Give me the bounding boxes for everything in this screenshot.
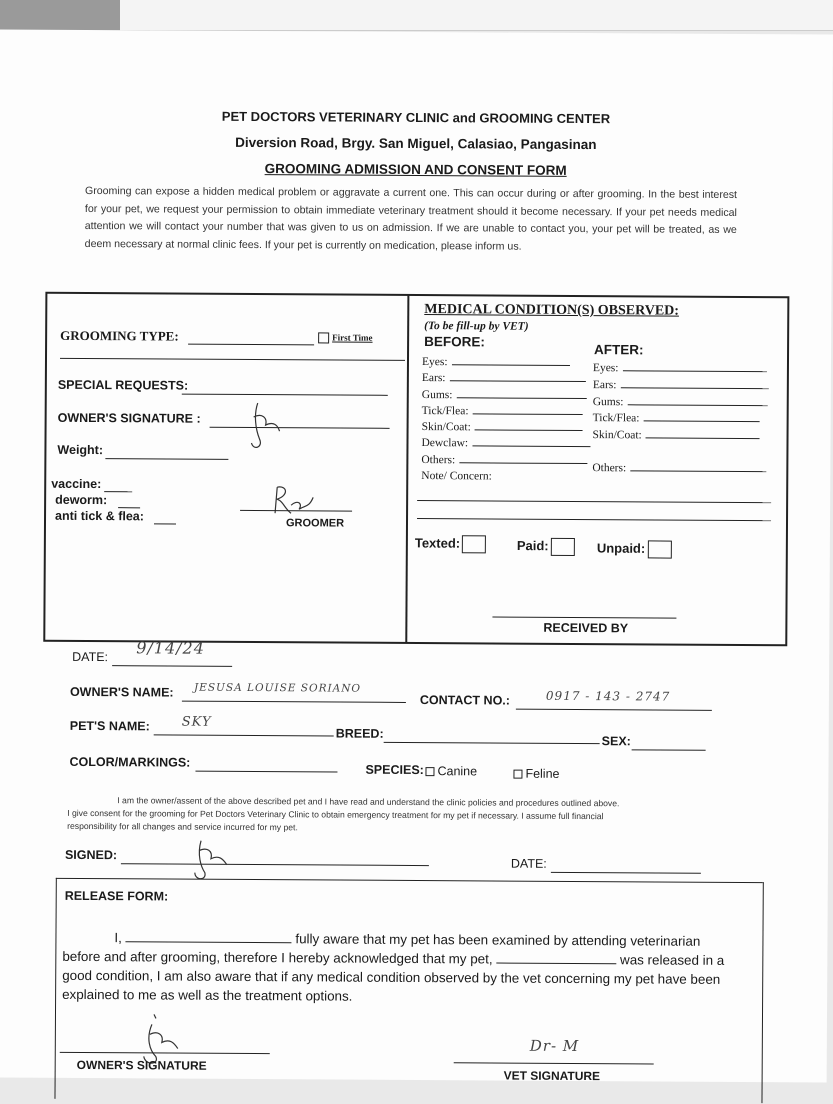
texted-checkbox[interactable]: Texted:	[415, 535, 486, 553]
release-owner-signature-label: OWNER'S SIGNATURE	[76, 1057, 207, 1073]
before-ears[interactable]: Ears:	[422, 370, 591, 387]
consent-text: I am the owner/assent of the above described pet and I have read and understand the clinic policies and procedures outlined above. I give consent for the grooming for Pet Doctors Veterinary Clinic to obtain emergency treatment for my pet if necessary. I assume full financial responsibility for all changes and service incurred for my pet.	[67, 795, 620, 833]
before-label: BEFORE:	[424, 334, 485, 350]
anti-tick-field[interactable]	[154, 511, 176, 524]
consent-date-field[interactable]	[551, 859, 701, 874]
owner-name-label: OWNER'S NAME:	[69, 684, 174, 700]
before-gums[interactable]: Gums:	[422, 387, 591, 404]
release-pet-name-field[interactable]	[496, 951, 616, 965]
special-requests-field[interactable]	[182, 381, 388, 396]
before-others[interactable]: Others:	[421, 452, 590, 469]
before-eyes[interactable]: Eyes:	[422, 354, 591, 371]
received-by-label: RECEIVED BY	[543, 620, 629, 636]
color-markings-field[interactable]	[195, 758, 337, 773]
anti-tick-label: anti tick & flea:	[54, 508, 145, 524]
owner-name-value: JESUSA LOUISE SORIANO	[193, 681, 362, 695]
signed-label: SIGNED:	[64, 847, 118, 863]
release-owner-name-field[interactable]	[126, 929, 292, 943]
weight-field[interactable]	[105, 445, 228, 460]
release-text: I, fully aware that my pet has been examined by attending veterinarian before and after grooming, therefore I hereby acknowledged that my pet, was released in a good condition, I am also aware that if any medical condition observed by the vet concerning my pet have been explained to me as well as the treatment options.	[62, 930, 725, 1004]
breed-label: BREED:	[335, 726, 384, 741]
grooming-type-field[interactable]	[188, 331, 314, 346]
clinic-name: PET DOCTORS VETERINARY CLINIC and GROOMING CENTER	[221, 108, 611, 127]
intro-paragraph: Grooming can expose a hidden medical problem or aggravate a current one. This can occur during or after grooming. In the best interest for your pet, we request your permission to obtain immediate veterinary treatment should it become necessary. If your pet needs medical attention we will contact your number that was given to us on admission. If we are unable to contact you, your pet will be treated, as we deem necessary at normal clinic fees. If your pet is currently on medication, please inform us.	[84, 184, 738, 253]
species-label: SPECIES:	[365, 762, 424, 778]
special-requests-label: SPECIAL REQUESTS:	[57, 377, 189, 393]
release-title: RELEASE FORM:	[64, 888, 169, 904]
vaccine-label: vaccine:	[51, 476, 102, 492]
species-feline-checkbox[interactable]: Feline	[513, 767, 559, 781]
breed-field[interactable]	[384, 729, 600, 744]
owner-signature-scribble	[243, 395, 287, 455]
before-dewclaw[interactable]: Dewclaw:	[421, 436, 590, 453]
before-items	[421, 354, 590, 485]
unpaid-checkbox[interactable]: Unpaid:	[597, 540, 672, 558]
after-tick-flea[interactable]: Tick/Flea:	[593, 410, 769, 428]
consent-date-label: DATE:	[510, 856, 547, 871]
first-time-checkbox[interactable]: First Time	[318, 332, 372, 343]
after-gums[interactable]: Gums:	[593, 394, 769, 412]
pet-name-value: SKY	[181, 714, 212, 730]
after-label: AFTER:	[594, 342, 644, 358]
vet-handwriting: Dr- M	[529, 1036, 580, 1056]
after-ears[interactable]: Ears:	[593, 377, 769, 395]
date-value: 9/14/24	[136, 638, 205, 658]
date-label: DATE:	[72, 649, 109, 665]
before-skin-coat[interactable]: Skin/Coat:	[422, 419, 591, 436]
weight-label: Weight:	[57, 442, 104, 458]
owner-signature-field[interactable]	[210, 414, 390, 429]
vaccine-field[interactable]	[104, 479, 132, 492]
medical-subtitle: (To be fill-up by VET)	[424, 320, 529, 333]
sex-label: SEX:	[601, 734, 631, 749]
sex-field[interactable]	[632, 736, 706, 750]
after-skin-coat[interactable]: Skin/Coat:	[592, 427, 768, 445]
pet-name-label: PET'S NAME:	[69, 718, 150, 734]
after-eyes[interactable]: Eyes:	[593, 360, 769, 378]
after-items	[592, 360, 768, 478]
paid-checkbox[interactable]: Paid:	[517, 538, 575, 556]
note-concern-label: Note/ Concern:	[421, 470, 492, 483]
groomer-label: GROOMER	[285, 517, 345, 530]
vet-signature-label: VET SIGNATURE	[503, 1068, 601, 1084]
deworm-field[interactable]	[118, 495, 140, 508]
pet-name-field[interactable]	[154, 721, 334, 736]
form-title: GROOMING ADMISSION AND CONSENT FORM	[264, 161, 567, 178]
contact-label: CONTACT NO.:	[419, 693, 511, 708]
paper-stack-edge-2	[150, 10, 833, 31]
owner-signature-label: OWNER'S SIGNATURE :	[57, 410, 201, 426]
contact-value: 0917 - 143 - 2747	[545, 688, 671, 704]
clinic-address: Diversion Road, Brgy. San Miguel, Calasiao, Pangasinan	[235, 134, 597, 153]
grooming-type-label: GROOMING TYPE:	[60, 327, 179, 344]
before-tick-flea[interactable]: Tick/Flea:	[422, 403, 591, 420]
groomer-signature-scribble	[269, 483, 319, 517]
form-page	[0, 29, 833, 1082]
color-markings-label: COLOR/MARKINGS:	[69, 754, 191, 770]
signed-field[interactable]	[121, 850, 429, 866]
after-others[interactable]: Others:	[592, 460, 768, 478]
medical-title: MEDICAL CONDITION(S) OBSERVED:	[424, 302, 680, 319]
species-canine-checkbox[interactable]: Canine	[425, 764, 477, 778]
deworm-label: deworm:	[55, 492, 108, 508]
